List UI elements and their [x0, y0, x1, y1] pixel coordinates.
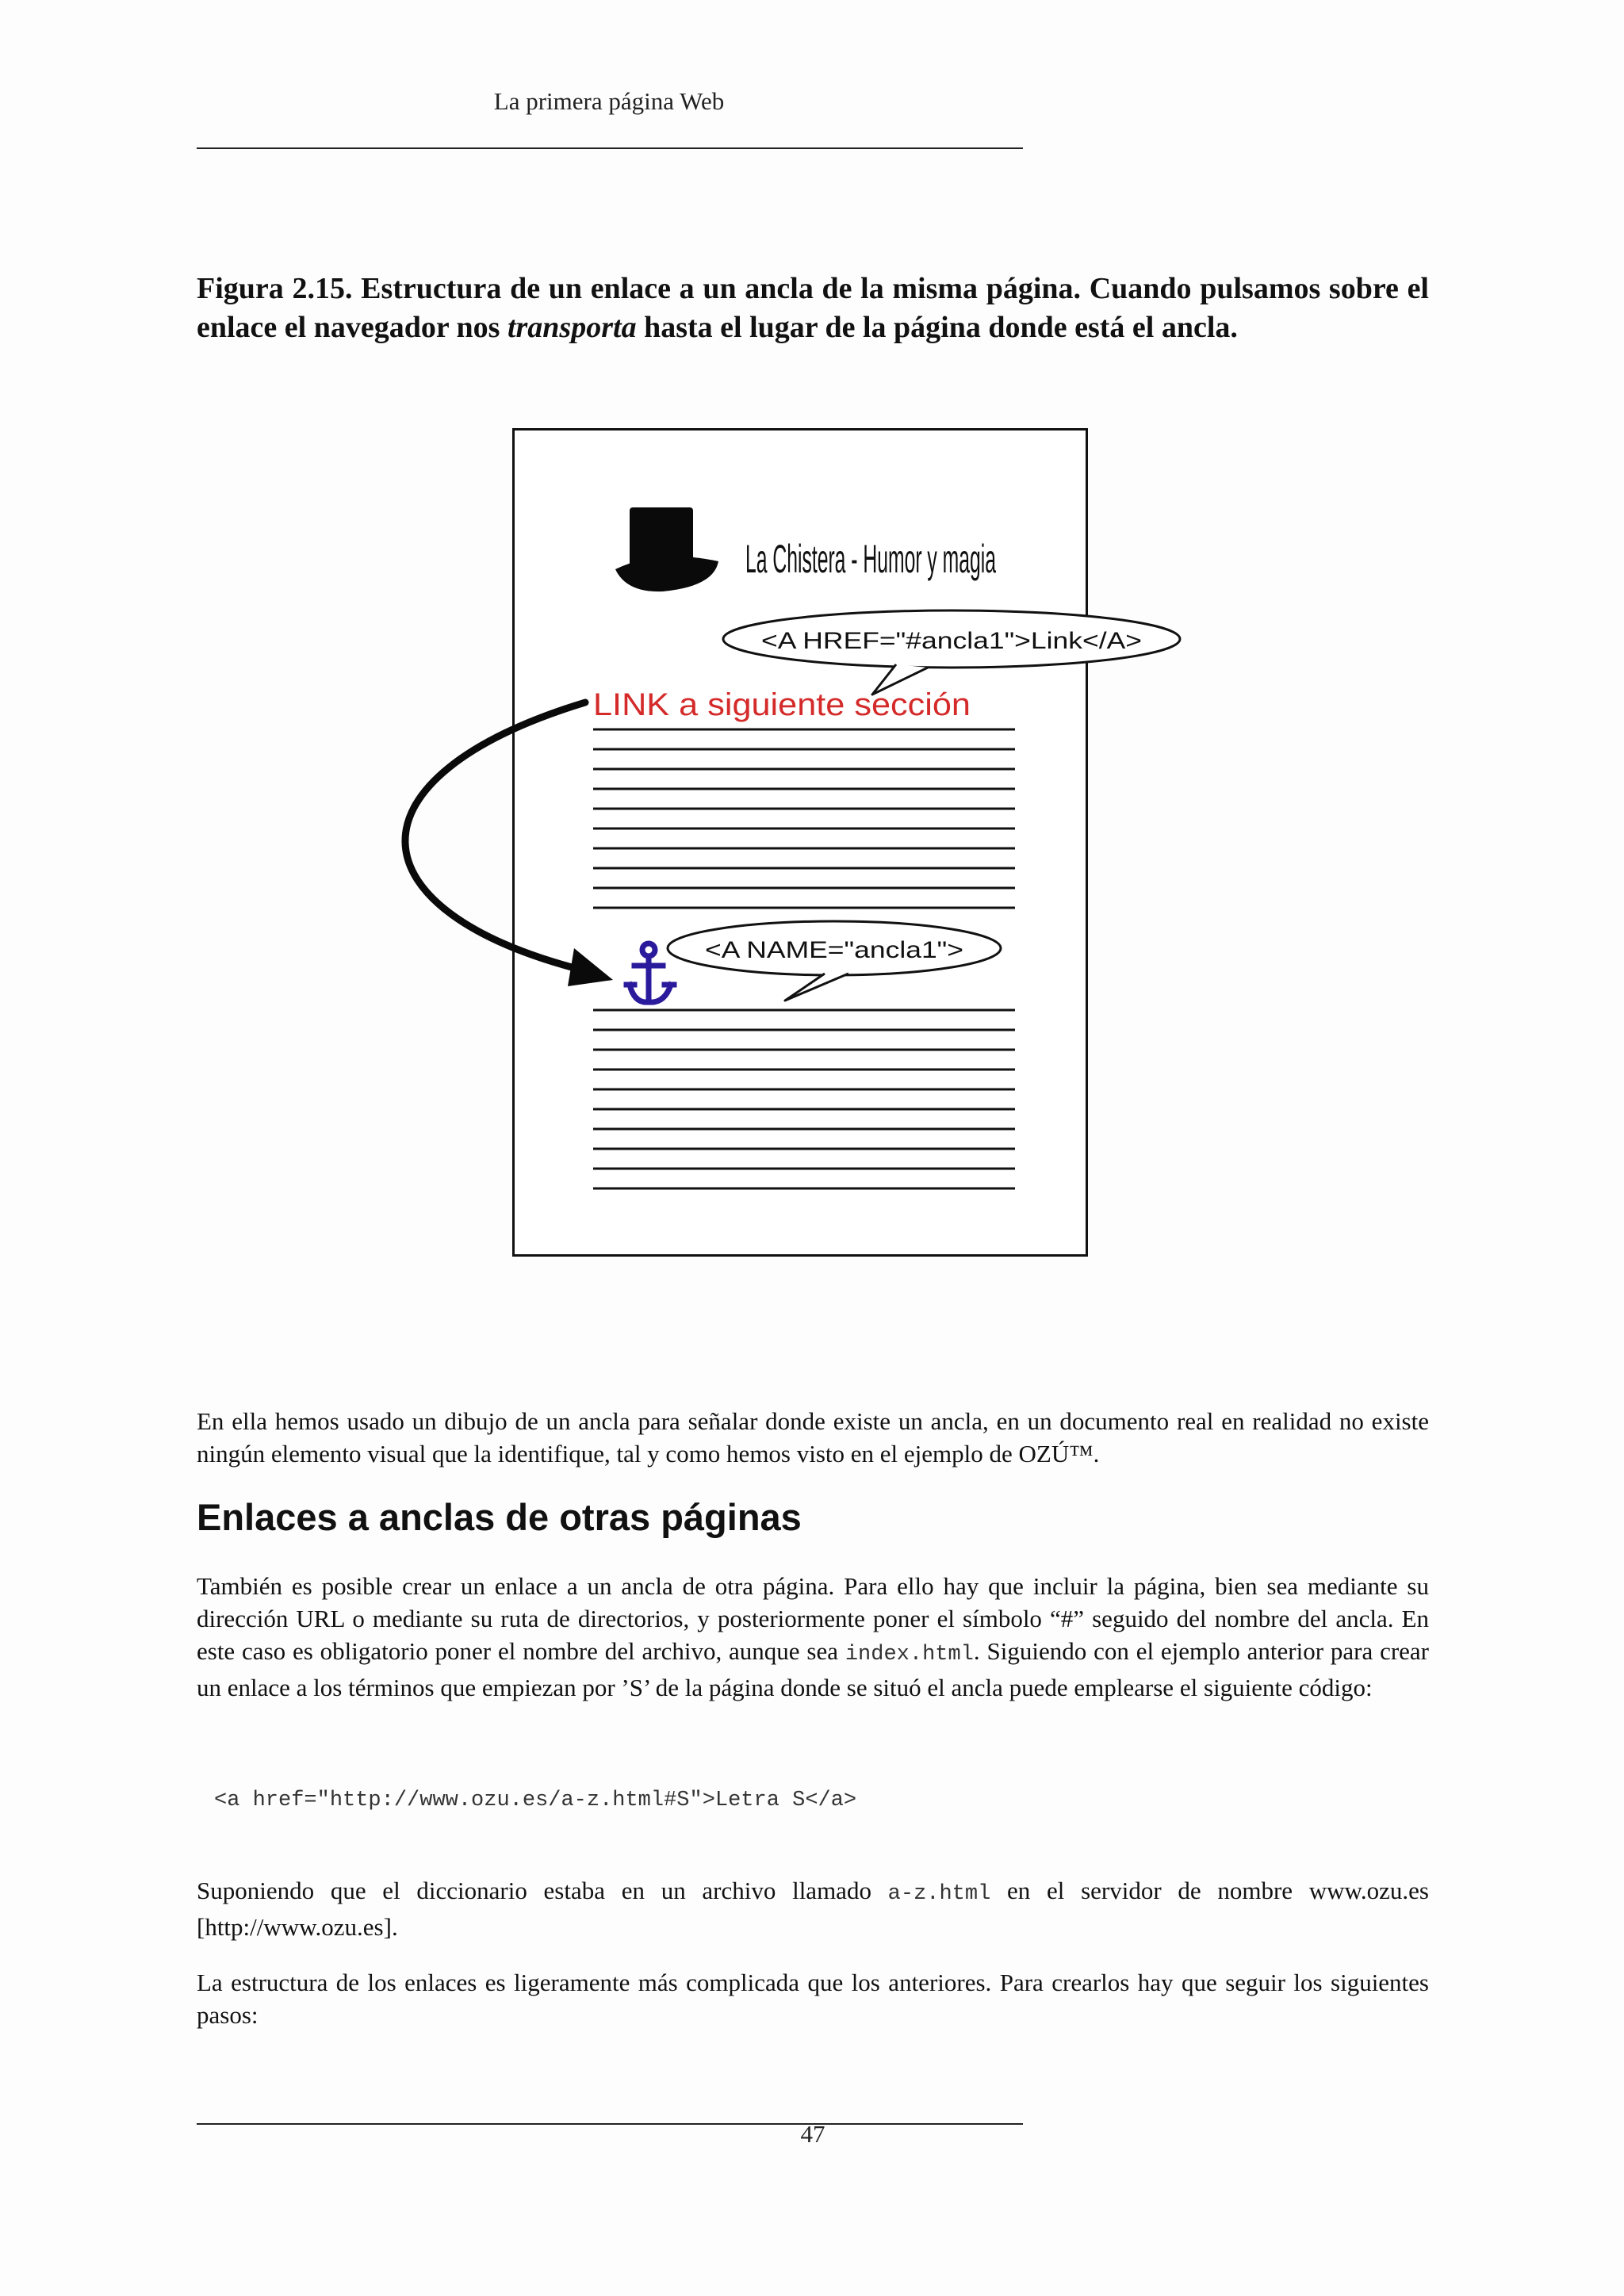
- header-rule: [197, 147, 1023, 149]
- caption-text-end: hasta el lugar de la página donde está el ancla.: [636, 311, 1238, 344]
- page-number: 47: [800, 2120, 825, 2148]
- paragraph-steps-intro: La estructura de los enlaces es ligeramente más complicada que los anteriores. Para crearlos hay que seguir los siguientes pasos:: [197, 1969, 1429, 2029]
- paragraph-other-pages: [197, 1570, 1429, 1704]
- anchor-icon: [626, 943, 674, 1002]
- name-speech-bubble: [668, 921, 1001, 1001]
- paragraph-text: en el servidor de nombre www.ozu.es [http://www.ozu.es].: [197, 1877, 1429, 1941]
- text-lines-lower: [593, 1010, 1015, 1188]
- paragraph-text: . Siguiendo con el ejemplo anterior para crear un enlace a los términos que empiezan por ’S’ de la página donde se situó el ancla puede emplearse el siguiente código:: [197, 1637, 1429, 1701]
- running-header: La primera página Web: [493, 87, 725, 115]
- caption-emphasis: transporta: [507, 311, 637, 344]
- code-example: <a href="http://www.ozu.es/a-z.html#S">Letra S</a>: [214, 1789, 857, 1812]
- paragraph-text: Suponiendo que el diccionario estaba en un archivo llamado: [197, 1877, 888, 1904]
- caption-text-start: Figura 2.15. Estructura de un enlace a un ancla de la misma página. Cuando pulsamos sobre el enlace el navegador nos: [197, 272, 1429, 344]
- name-bubble-text: <A NAME="ancla1">: [705, 937, 963, 963]
- site-title: La Chistera - Humor y magia: [745, 537, 997, 581]
- paragraph-dictionary-file: [197, 1874, 1429, 1943]
- paragraph-text: También es posible crear un enlace a un ancla de otra página. Para ello hay que incluir la página, bien sea mediante su dirección URL o mediante su ruta de directorios, y posteriormente poner el símbolo “#” seguido del nombre del ancla. En este caso es obligatorio poner el nombre del archivo, aunque sea: [197, 1572, 1429, 1665]
- top-hat-icon: [615, 507, 718, 591]
- paragraph-anchor-drawing: En ella hemos usado un dibujo de un ancla para señalar donde existe un ancla, en un documento real en realidad no existe ningún elemento visual que la identifique, tal y como hemos visto en el ejemplo de OZÚ™.: [197, 1407, 1429, 1468]
- figure-caption: [197, 270, 1429, 347]
- href-speech-bubble: [723, 610, 1180, 695]
- jump-arrow: [405, 702, 613, 986]
- link-text: LINK a siguiente sección: [593, 687, 971, 722]
- text-lines-upper: [593, 729, 1015, 908]
- href-bubble-text: <A HREF="#ancla1">Link</A>: [761, 628, 1142, 654]
- inline-code-index: index.html: [845, 1643, 974, 1667]
- anchor-link-figure: [389, 420, 1189, 1269]
- inline-code-filename: a-z.html: [887, 1882, 991, 1906]
- section-heading: Enlaces a anclas de otras páginas: [197, 1496, 802, 1538]
